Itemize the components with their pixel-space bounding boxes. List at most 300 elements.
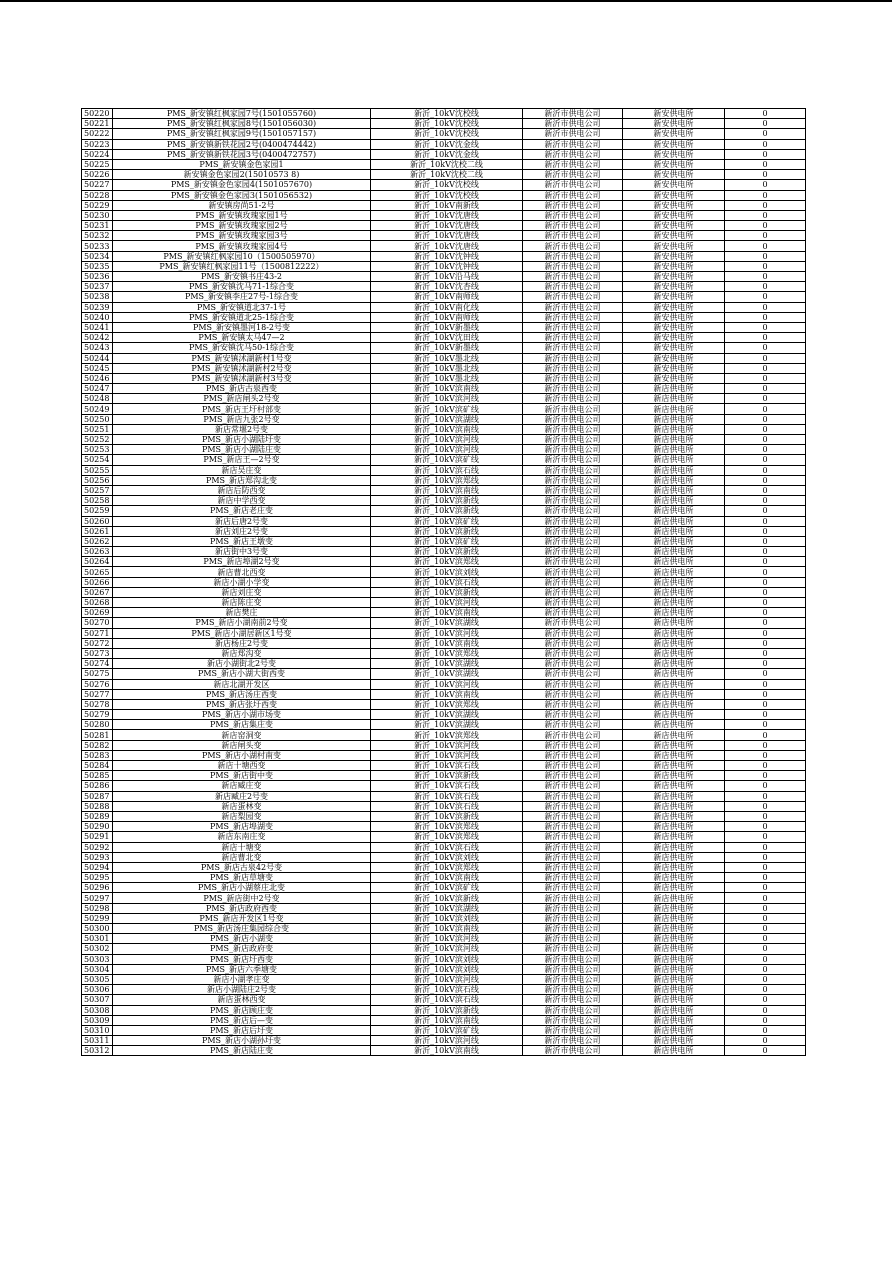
company-cell: 新沂市供电公司 bbox=[523, 302, 623, 312]
value-cell: 0 bbox=[725, 974, 806, 984]
line-name-cell: 新沂_10kV滨河线 bbox=[371, 445, 523, 455]
row-id-cell: 50260 bbox=[82, 516, 113, 526]
office-cell: 新安供电所 bbox=[623, 221, 725, 231]
table-row bbox=[82, 567, 806, 577]
line-name-cell: 新沂_10kV滨矿线 bbox=[371, 455, 523, 465]
line-name-cell: 新沂_10kV沈校线 bbox=[371, 180, 523, 190]
line-name-cell: 新沂_10kV南师线 bbox=[371, 312, 523, 322]
row-id-cell: 50277 bbox=[82, 689, 113, 699]
office-cell: 新安供电所 bbox=[623, 322, 725, 332]
office-cell: 新店供电所 bbox=[623, 862, 725, 872]
table-row bbox=[82, 924, 806, 934]
station-name-cell: 新店常堰2号变 bbox=[113, 424, 371, 434]
value-cell: 0 bbox=[725, 506, 806, 516]
line-name-cell: 新沂_10kV沈金线 bbox=[371, 139, 523, 149]
table-row bbox=[82, 231, 806, 241]
row-id-cell: 50310 bbox=[82, 1025, 113, 1035]
line-name-cell: 新沂_10kV滨新线 bbox=[371, 526, 523, 536]
row-id-cell: 50292 bbox=[82, 842, 113, 852]
line-name-cell: 新沂_10kV滨刘线 bbox=[371, 567, 523, 577]
table-row bbox=[82, 669, 806, 679]
office-cell: 新店供电所 bbox=[623, 608, 725, 618]
station-name-cell: PMS_新安镇金色家园4(1501057670) bbox=[113, 180, 371, 190]
company-cell: 新沂市供电公司 bbox=[523, 710, 623, 720]
station-name-cell: PMS_新安镇新铁花园2号(0400474442) bbox=[113, 139, 371, 149]
value-cell: 0 bbox=[725, 343, 806, 353]
row-id-cell: 50224 bbox=[82, 149, 113, 159]
station-name-cell: 新店后防西变 bbox=[113, 485, 371, 495]
office-cell: 新店供电所 bbox=[623, 424, 725, 434]
company-cell: 新沂市供电公司 bbox=[523, 139, 623, 149]
office-cell: 新安供电所 bbox=[623, 251, 725, 261]
office-cell: 新店供电所 bbox=[623, 567, 725, 577]
company-cell: 新沂市供电公司 bbox=[523, 1015, 623, 1025]
station-name-cell: 新店闸头变 bbox=[113, 740, 371, 750]
company-cell: 新沂市供电公司 bbox=[523, 159, 623, 169]
company-cell: 新沂市供电公司 bbox=[523, 618, 623, 628]
station-name-cell: PMS_新店老庄变 bbox=[113, 506, 371, 516]
line-name-cell: 新沂_10kV滨南线 bbox=[371, 638, 523, 648]
row-id-cell: 50300 bbox=[82, 924, 113, 934]
table-row bbox=[82, 516, 806, 526]
value-cell: 0 bbox=[725, 394, 806, 404]
station-name-cell: PMS_新店小湖市场变 bbox=[113, 710, 371, 720]
company-cell: 新沂市供电公司 bbox=[523, 730, 623, 740]
station-name-cell: 新店中学西变 bbox=[113, 496, 371, 506]
line-name-cell: 新沂_10kV滨新线 bbox=[371, 547, 523, 557]
office-cell: 新安供电所 bbox=[623, 261, 725, 271]
data-table bbox=[81, 108, 806, 1056]
line-name-cell: 新沂_10kV滨湖线 bbox=[371, 669, 523, 679]
company-cell: 新沂市供电公司 bbox=[523, 761, 623, 771]
table-row bbox=[82, 292, 806, 302]
table-row bbox=[82, 210, 806, 220]
company-cell: 新沂市供电公司 bbox=[523, 231, 623, 241]
station-name-cell: 新店曹北变 bbox=[113, 852, 371, 862]
table-row bbox=[82, 109, 806, 119]
row-id-cell: 50266 bbox=[82, 577, 113, 587]
value-cell: 0 bbox=[725, 373, 806, 383]
table-row bbox=[82, 964, 806, 974]
line-name-cell: 新沂_10kV滨石线 bbox=[371, 761, 523, 771]
table-row bbox=[82, 1036, 806, 1046]
line-name-cell: 新沂_10kV滨南线 bbox=[371, 924, 523, 934]
row-id-cell: 50238 bbox=[82, 292, 113, 302]
line-name-cell: 新沂_10kV滨南线 bbox=[371, 384, 523, 394]
office-cell: 新店供电所 bbox=[623, 771, 725, 781]
row-id-cell: 50306 bbox=[82, 985, 113, 995]
company-cell: 新沂市供电公司 bbox=[523, 261, 623, 271]
table-row bbox=[82, 261, 806, 271]
value-cell: 0 bbox=[725, 648, 806, 658]
office-cell: 新店供电所 bbox=[623, 964, 725, 974]
station-name-cell: 新店街中3号变 bbox=[113, 547, 371, 557]
station-name-cell: 新店刘庄变 bbox=[113, 587, 371, 597]
value-cell: 0 bbox=[725, 995, 806, 1005]
station-name-cell: 新店十塘西变 bbox=[113, 761, 371, 771]
table-row bbox=[82, 801, 806, 811]
station-name-cell: 新店梨园变 bbox=[113, 811, 371, 821]
company-cell: 新沂市供电公司 bbox=[523, 536, 623, 546]
office-cell: 新店供电所 bbox=[623, 648, 725, 658]
station-name-cell: 新店东南庄变 bbox=[113, 832, 371, 842]
row-id-cell: 50247 bbox=[82, 384, 113, 394]
row-id-cell: 50228 bbox=[82, 190, 113, 200]
office-cell: 新安供电所 bbox=[623, 333, 725, 343]
row-id-cell: 50236 bbox=[82, 272, 113, 282]
office-cell: 新安供电所 bbox=[623, 109, 725, 119]
row-id-cell: 50281 bbox=[82, 730, 113, 740]
station-name-cell: PMS_新安镇红枫家园8号(1501056030) bbox=[113, 119, 371, 129]
row-id-cell: 50244 bbox=[82, 353, 113, 363]
office-cell: 新店供电所 bbox=[623, 414, 725, 424]
value-cell: 0 bbox=[725, 689, 806, 699]
value-cell: 0 bbox=[725, 862, 806, 872]
value-cell: 0 bbox=[725, 129, 806, 139]
table-row bbox=[82, 465, 806, 475]
value-cell: 0 bbox=[725, 384, 806, 394]
company-cell: 新沂市供电公司 bbox=[523, 363, 623, 373]
value-cell: 0 bbox=[725, 190, 806, 200]
row-id-cell: 50264 bbox=[82, 557, 113, 567]
company-cell: 新沂市供电公司 bbox=[523, 1046, 623, 1056]
row-id-cell: 50234 bbox=[82, 251, 113, 261]
table-row bbox=[82, 903, 806, 913]
line-name-cell: 新沂_10kV滨石线 bbox=[371, 781, 523, 791]
value-cell: 0 bbox=[725, 272, 806, 282]
station-name-cell: PMS_新店王—2号变 bbox=[113, 455, 371, 465]
office-cell: 新店供电所 bbox=[623, 689, 725, 699]
table-row bbox=[82, 608, 806, 618]
line-name-cell: 新沂_10kV滨南线 bbox=[371, 485, 523, 495]
row-id-cell: 50252 bbox=[82, 435, 113, 445]
table-row bbox=[82, 893, 806, 903]
office-cell: 新店供电所 bbox=[623, 842, 725, 852]
table-row bbox=[82, 944, 806, 954]
value-cell: 0 bbox=[725, 547, 806, 557]
company-cell: 新沂市供电公司 bbox=[523, 526, 623, 536]
value-cell: 0 bbox=[725, 353, 806, 363]
row-id-cell: 50268 bbox=[82, 598, 113, 608]
value-cell: 0 bbox=[725, 924, 806, 934]
row-id-cell: 50225 bbox=[82, 159, 113, 169]
value-cell: 0 bbox=[725, 475, 806, 485]
value-cell: 0 bbox=[725, 679, 806, 689]
line-name-cell: 新沂_10kV滨刘线 bbox=[371, 852, 523, 862]
table-row bbox=[82, 526, 806, 536]
table-row bbox=[82, 475, 806, 485]
office-cell: 新安供电所 bbox=[623, 119, 725, 129]
office-cell: 新安供电所 bbox=[623, 170, 725, 180]
office-cell: 新安供电所 bbox=[623, 241, 725, 251]
company-cell: 新沂市供电公司 bbox=[523, 750, 623, 760]
company-cell: 新沂市供电公司 bbox=[523, 852, 623, 862]
table-row bbox=[82, 1005, 806, 1015]
table-row bbox=[82, 343, 806, 353]
value-cell: 0 bbox=[725, 231, 806, 241]
row-id-cell: 50284 bbox=[82, 761, 113, 771]
value-cell: 0 bbox=[725, 567, 806, 577]
station-name-cell: 新店曹北西变 bbox=[113, 567, 371, 577]
table-row bbox=[82, 557, 806, 567]
row-id-cell: 50295 bbox=[82, 873, 113, 883]
row-id-cell: 50274 bbox=[82, 659, 113, 669]
line-name-cell: 新沂_10kV滨河线 bbox=[371, 740, 523, 750]
row-id-cell: 50280 bbox=[82, 720, 113, 730]
table-row bbox=[82, 272, 806, 282]
table-row bbox=[82, 506, 806, 516]
table-row bbox=[82, 598, 806, 608]
station-name-cell: PMS_新店街中2号变 bbox=[113, 893, 371, 903]
station-name-cell: PMS_新店汤庄西变 bbox=[113, 689, 371, 699]
office-cell: 新店供电所 bbox=[623, 435, 725, 445]
company-cell: 新沂市供电公司 bbox=[523, 974, 623, 984]
company-cell: 新沂市供电公司 bbox=[523, 699, 623, 709]
row-id-cell: 50254 bbox=[82, 455, 113, 465]
company-cell: 新沂市供电公司 bbox=[523, 424, 623, 434]
office-cell: 新安供电所 bbox=[623, 190, 725, 200]
table-row bbox=[82, 373, 806, 383]
company-cell: 新沂市供电公司 bbox=[523, 496, 623, 506]
office-cell: 新店供电所 bbox=[623, 506, 725, 516]
value-cell: 0 bbox=[725, 883, 806, 893]
office-cell: 新安供电所 bbox=[623, 159, 725, 169]
value-cell: 0 bbox=[725, 598, 806, 608]
table-row bbox=[82, 149, 806, 159]
line-name-cell: 新沂_10kV滨郑线 bbox=[371, 862, 523, 872]
row-id-cell: 50291 bbox=[82, 832, 113, 842]
table-row bbox=[82, 170, 806, 180]
line-name-cell: 新沂_10kV南师线 bbox=[371, 292, 523, 302]
line-name-cell: 新沂_10kV滨河线 bbox=[371, 598, 523, 608]
station-name-cell: 新店小湖陆庄2号变 bbox=[113, 985, 371, 995]
row-id-cell: 50296 bbox=[82, 883, 113, 893]
row-id-cell: 50272 bbox=[82, 638, 113, 648]
company-cell: 新沂市供电公司 bbox=[523, 170, 623, 180]
line-name-cell: 新沂_10kV沈田线 bbox=[371, 333, 523, 343]
line-name-cell: 新沂_10kV滨矿线 bbox=[371, 883, 523, 893]
row-id-cell: 50273 bbox=[82, 648, 113, 658]
table-row bbox=[82, 139, 806, 149]
table-row bbox=[82, 679, 806, 689]
value-cell: 0 bbox=[725, 404, 806, 414]
office-cell: 新安供电所 bbox=[623, 282, 725, 292]
office-cell: 新店供电所 bbox=[623, 750, 725, 760]
row-id-cell: 50308 bbox=[82, 1005, 113, 1015]
company-cell: 新沂市供电公司 bbox=[523, 312, 623, 322]
line-name-cell: 新沂_10kV滨湖线 bbox=[371, 720, 523, 730]
station-name-cell: 新店蛋林变 bbox=[113, 801, 371, 811]
line-name-cell: 新沂_10kV沈金线 bbox=[371, 149, 523, 159]
line-name-cell: 新沂_10kV沈唐线 bbox=[371, 221, 523, 231]
office-cell: 新店供电所 bbox=[623, 1015, 725, 1025]
table-row bbox=[82, 496, 806, 506]
value-cell: 0 bbox=[725, 292, 806, 302]
value-cell: 0 bbox=[725, 465, 806, 475]
row-id-cell: 50299 bbox=[82, 913, 113, 923]
station-name-cell: PMS_新店圩西变 bbox=[113, 954, 371, 964]
line-name-cell: 新沂_10kV新墨线 bbox=[371, 343, 523, 353]
value-cell: 0 bbox=[725, 842, 806, 852]
company-cell: 新沂市供电公司 bbox=[523, 873, 623, 883]
row-id-cell: 50230 bbox=[82, 210, 113, 220]
line-name-cell: 新沂_10kV墨北线 bbox=[371, 353, 523, 363]
table-row bbox=[82, 954, 806, 964]
station-name-cell: PMS_新店小湖陆圩变 bbox=[113, 435, 371, 445]
station-name-cell: PMS_新店埠湖变 bbox=[113, 822, 371, 832]
station-name-cell: 新店窑洞变 bbox=[113, 730, 371, 740]
value-cell: 0 bbox=[725, 312, 806, 322]
station-name-cell: 新店北湖开发区 bbox=[113, 679, 371, 689]
table-row bbox=[82, 129, 806, 139]
line-name-cell: 新沂_10kV滨湖线 bbox=[371, 903, 523, 913]
station-name-cell: PMS_新安镇金色家园1 bbox=[113, 159, 371, 169]
station-name-cell: PMS_新安镇李庄27号-1综合变 bbox=[113, 292, 371, 302]
station-name-cell: PMS_新安镇红枫家园9号(1501057157) bbox=[113, 129, 371, 139]
value-cell: 0 bbox=[725, 180, 806, 190]
line-name-cell: 新沂_10kV滨河线 bbox=[371, 934, 523, 944]
line-name-cell: 新沂_10kV沈唐线 bbox=[371, 210, 523, 220]
line-name-cell: 新沂_10kV沈唐线 bbox=[371, 231, 523, 241]
station-name-cell: PMS_新安镇沈马71-1综合变 bbox=[113, 282, 371, 292]
value-cell: 0 bbox=[725, 934, 806, 944]
table-row bbox=[82, 241, 806, 251]
row-id-cell: 50297 bbox=[82, 893, 113, 903]
value-cell: 0 bbox=[725, 261, 806, 271]
company-cell: 新沂市供电公司 bbox=[523, 109, 623, 119]
office-cell: 新店供电所 bbox=[623, 536, 725, 546]
station-name-cell: PMS_新安镇玫瑰家园1号 bbox=[113, 210, 371, 220]
office-cell: 新安供电所 bbox=[623, 343, 725, 353]
company-cell: 新沂市供电公司 bbox=[523, 669, 623, 679]
line-name-cell: 新沂_10kV滨南线 bbox=[371, 873, 523, 883]
row-id-cell: 50309 bbox=[82, 1015, 113, 1025]
line-name-cell: 新沂_10kV滨河线 bbox=[371, 435, 523, 445]
table-row bbox=[82, 974, 806, 984]
table-row bbox=[82, 934, 806, 944]
office-cell: 新店供电所 bbox=[623, 832, 725, 842]
office-cell: 新店供电所 bbox=[623, 465, 725, 475]
company-cell: 新沂市供电公司 bbox=[523, 373, 623, 383]
value-cell: 0 bbox=[725, 445, 806, 455]
line-name-cell: 新沂_10kV滨新线 bbox=[371, 506, 523, 516]
office-cell: 新店供电所 bbox=[623, 659, 725, 669]
table-row bbox=[82, 577, 806, 587]
line-name-cell: 新沂_10kV滨新线 bbox=[371, 771, 523, 781]
table-row bbox=[82, 710, 806, 720]
office-cell: 新安供电所 bbox=[623, 139, 725, 149]
table-row bbox=[82, 384, 806, 394]
row-id-cell: 50276 bbox=[82, 679, 113, 689]
line-name-cell: 新沂_10kV滨新线 bbox=[371, 587, 523, 597]
company-cell: 新沂市供电公司 bbox=[523, 964, 623, 974]
office-cell: 新店供电所 bbox=[623, 822, 725, 832]
line-name-cell: 新沂_10kV滨河线 bbox=[371, 679, 523, 689]
company-cell: 新沂市供电公司 bbox=[523, 200, 623, 210]
company-cell: 新沂市供电公司 bbox=[523, 811, 623, 821]
table-row bbox=[82, 740, 806, 750]
line-name-cell: 新沂_10kV滨南线 bbox=[371, 689, 523, 699]
value-cell: 0 bbox=[725, 903, 806, 913]
table-row bbox=[82, 547, 806, 557]
station-name-cell: PMS_新店草塘变 bbox=[113, 873, 371, 883]
row-id-cell: 50285 bbox=[82, 771, 113, 781]
station-name-cell: 新店杨庄2号变 bbox=[113, 638, 371, 648]
office-cell: 新店供电所 bbox=[623, 628, 725, 638]
company-cell: 新沂市供电公司 bbox=[523, 272, 623, 282]
row-id-cell: 50256 bbox=[82, 475, 113, 485]
value-cell: 0 bbox=[725, 608, 806, 618]
company-cell: 新沂市供电公司 bbox=[523, 282, 623, 292]
station-name-cell: PMS_新店古泉42号变 bbox=[113, 862, 371, 872]
line-name-cell: 新沂_10kV沈校线 bbox=[371, 119, 523, 129]
company-cell: 新沂市供电公司 bbox=[523, 221, 623, 231]
office-cell: 新店供电所 bbox=[623, 1046, 725, 1056]
station-name-cell: PMS_新安镇红枫家园10（1500505970） bbox=[113, 251, 371, 261]
page-top-rule bbox=[0, 0, 892, 2]
station-name-cell: 新店小湖小学变 bbox=[113, 577, 371, 587]
company-cell: 新沂市供电公司 bbox=[523, 404, 623, 414]
company-cell: 新沂市供电公司 bbox=[523, 516, 623, 526]
office-cell: 新店供电所 bbox=[623, 1005, 725, 1015]
company-cell: 新沂市供电公司 bbox=[523, 180, 623, 190]
row-id-cell: 50307 bbox=[82, 995, 113, 1005]
station-name-cell: PMS_新店街中变 bbox=[113, 771, 371, 781]
row-id-cell: 50312 bbox=[82, 1046, 113, 1056]
station-name-cell: PMS_新安镇红枫家园11号（1500812222） bbox=[113, 261, 371, 271]
value-cell: 0 bbox=[725, 149, 806, 159]
line-name-cell: 新沂_10kV沈钟线 bbox=[371, 261, 523, 271]
office-cell: 新店供电所 bbox=[623, 445, 725, 455]
office-cell: 新店供电所 bbox=[623, 1036, 725, 1046]
row-id-cell: 50270 bbox=[82, 618, 113, 628]
office-cell: 新店供电所 bbox=[623, 801, 725, 811]
station-name-cell: PMS_新店小湖大街西变 bbox=[113, 669, 371, 679]
station-name-cell: PMS_新店后—变 bbox=[113, 1015, 371, 1025]
table-row bbox=[82, 822, 806, 832]
office-cell: 新店供电所 bbox=[623, 852, 725, 862]
company-cell: 新沂市供电公司 bbox=[523, 414, 623, 424]
office-cell: 新店供电所 bbox=[623, 485, 725, 495]
station-name-cell: 新店臧庄变 bbox=[113, 781, 371, 791]
company-cell: 新沂市供电公司 bbox=[523, 1025, 623, 1035]
company-cell: 新沂市供电公司 bbox=[523, 475, 623, 485]
station-name-cell: PMS_新店九张2号变 bbox=[113, 414, 371, 424]
station-name-cell: PMS_新店陆庄变 bbox=[113, 1046, 371, 1056]
office-cell: 新店供电所 bbox=[623, 893, 725, 903]
office-cell: 新店供电所 bbox=[623, 455, 725, 465]
table-row bbox=[82, 750, 806, 760]
row-id-cell: 50279 bbox=[82, 710, 113, 720]
company-cell: 新沂市供电公司 bbox=[523, 862, 623, 872]
company-cell: 新沂市供电公司 bbox=[523, 913, 623, 923]
row-id-cell: 50222 bbox=[82, 129, 113, 139]
table-row bbox=[82, 811, 806, 821]
table-row bbox=[82, 353, 806, 363]
station-name-cell: PMS_新店汤庄集园综合变 bbox=[113, 924, 371, 934]
station-name-cell: PMS_新店小湖陆庄变 bbox=[113, 445, 371, 455]
line-name-cell: 新沂_10kV滨石线 bbox=[371, 791, 523, 801]
value-cell: 0 bbox=[725, 526, 806, 536]
line-name-cell: 新沂_10kV滨河线 bbox=[371, 1036, 523, 1046]
line-name-cell: 新沂_10kV滨石线 bbox=[371, 842, 523, 852]
value-cell: 0 bbox=[725, 159, 806, 169]
value-cell: 0 bbox=[725, 119, 806, 129]
office-cell: 新店供电所 bbox=[623, 883, 725, 893]
table-row bbox=[82, 995, 806, 1005]
office-cell: 新店供电所 bbox=[623, 934, 725, 944]
station-name-cell: PMS_新店郑沟北变 bbox=[113, 475, 371, 485]
